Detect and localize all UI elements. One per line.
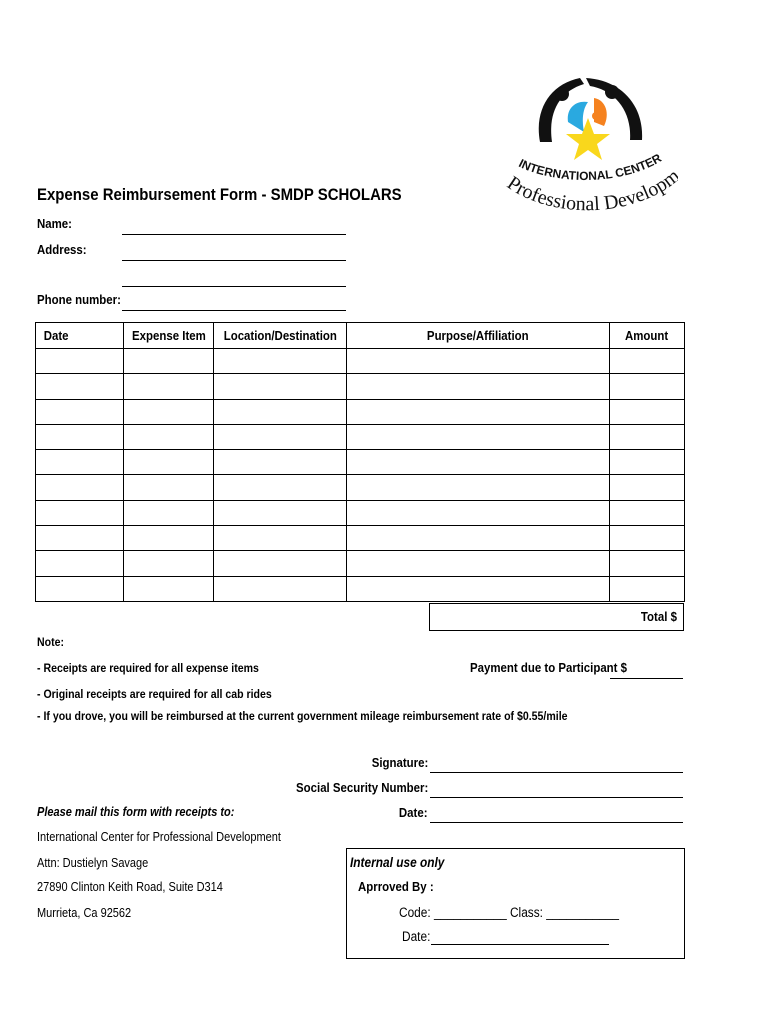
header-purpose: Purpose/Affiliation <box>347 323 610 349</box>
cell-purpose[interactable] <box>347 374 610 399</box>
internal-heading: Internal use only <box>350 855 445 870</box>
cell-location[interactable] <box>214 399 347 424</box>
phone-field[interactable] <box>122 310 346 311</box>
internal-date-label: Date: <box>402 929 431 944</box>
logo-line2: Professional Develop <box>503 172 672 216</box>
payment-label: Payment due to Participant $ <box>470 660 628 675</box>
icpd-logo <box>498 70 678 250</box>
name-field[interactable] <box>122 234 346 235</box>
mail-street: 27890 Clinton Keith Road, Suite D314 <box>37 880 223 894</box>
cell-purpose[interactable] <box>347 500 610 525</box>
cell-expense-item[interactable] <box>124 349 214 374</box>
ssn-label: Social Security Number: <box>295 780 428 795</box>
note-heading: Note: <box>37 635 64 649</box>
header-date: Date <box>36 323 124 349</box>
cell-expense-item[interactable] <box>124 576 214 601</box>
cell-date[interactable] <box>36 450 124 475</box>
total-box[interactable] <box>429 603 684 631</box>
cell-purpose[interactable] <box>347 349 610 374</box>
cell-date[interactable] <box>36 349 124 374</box>
cell-expense-item[interactable] <box>124 399 214 424</box>
cell-date[interactable] <box>36 374 124 399</box>
cell-date[interactable] <box>36 551 124 576</box>
cell-expense-item[interactable] <box>124 475 214 500</box>
address-label: Address: <box>37 242 87 257</box>
table-row <box>36 450 685 475</box>
cell-location[interactable] <box>214 526 347 551</box>
phone-label: Phone number: <box>37 292 121 307</box>
cell-amount[interactable] <box>610 500 685 525</box>
cell-date[interactable] <box>36 399 124 424</box>
code-class-line[interactable]: Code: ___________ Class: ___________ <box>399 905 619 920</box>
cell-amount[interactable] <box>610 475 685 500</box>
sign-date-field[interactable] <box>430 822 683 823</box>
cell-location[interactable] <box>214 500 347 525</box>
cell-purpose[interactable] <box>347 551 610 576</box>
mail-city: Murrieta, Ca 92562 <box>37 906 132 920</box>
approved-label: Aprroved By : <box>358 879 434 894</box>
cell-amount[interactable] <box>610 374 685 399</box>
address-field-line1[interactable] <box>122 260 346 261</box>
cell-location[interactable] <box>214 349 347 374</box>
cell-expense-item[interactable] <box>124 551 214 576</box>
cell-purpose[interactable] <box>347 475 610 500</box>
cell-location[interactable] <box>214 576 347 601</box>
cell-purpose[interactable] <box>347 576 610 601</box>
internal-date-field[interactable] <box>431 944 609 945</box>
note-item-3: - If you drove, you will be reimbursed at the current government mileage reimbursement rate of $0.55/mile <box>37 709 568 723</box>
table-row <box>36 475 685 500</box>
table-header-row <box>36 323 685 349</box>
form-title: Expense Reimbursement Form - SMDP SCHOLARS <box>37 185 402 204</box>
cell-date[interactable] <box>36 526 124 551</box>
signature-label: Signature: <box>371 755 428 770</box>
cell-amount[interactable] <box>610 526 685 551</box>
table-row <box>36 424 685 449</box>
cell-location[interactable] <box>214 374 347 399</box>
cell-expense-item[interactable] <box>124 500 214 525</box>
expense-table <box>35 322 685 602</box>
cell-amount[interactable] <box>610 424 685 449</box>
table-row <box>36 399 685 424</box>
mail-attn: Attn: Dustielyn Savage <box>37 856 149 870</box>
mail-heading: Please mail this form with receipts to: <box>37 805 235 819</box>
note-item-2: - Original receipts are required for all cab rides <box>37 687 272 701</box>
cell-location[interactable] <box>214 551 347 576</box>
table-row <box>36 349 685 374</box>
cell-purpose[interactable] <box>347 399 610 424</box>
cell-date[interactable] <box>36 475 124 500</box>
cell-amount[interactable] <box>610 349 685 374</box>
sign-date-label: Date: <box>399 805 428 820</box>
cell-date[interactable] <box>36 576 124 601</box>
table-row <box>36 551 685 576</box>
table-row <box>36 374 685 399</box>
mail-org: International Center for Professional Development <box>37 830 281 844</box>
logo-line1: INTERNATIONAL CENTER <box>516 150 664 184</box>
cell-expense-item[interactable] <box>124 374 214 399</box>
cell-expense-item[interactable] <box>124 450 214 475</box>
cell-amount[interactable] <box>610 576 685 601</box>
table-row <box>36 576 685 601</box>
header-amount: Amount <box>610 323 685 349</box>
cell-expense-item[interactable] <box>124 526 214 551</box>
cell-location[interactable] <box>214 450 347 475</box>
payment-field[interactable] <box>610 678 683 679</box>
table-row <box>36 500 685 525</box>
internal-use-box <box>346 848 685 959</box>
cell-date[interactable] <box>36 500 124 525</box>
ssn-field[interactable] <box>430 797 683 798</box>
cell-expense-item[interactable] <box>124 424 214 449</box>
cell-purpose[interactable] <box>347 424 610 449</box>
table-row <box>36 526 685 551</box>
name-label: Name: <box>37 216 72 231</box>
note-item-1: - Receipts are required for all expense items <box>37 661 259 675</box>
cell-amount[interactable] <box>610 450 685 475</box>
signature-field[interactable] <box>430 772 683 773</box>
cell-date[interactable] <box>36 424 124 449</box>
cell-purpose[interactable] <box>347 526 610 551</box>
cell-amount[interactable] <box>610 399 685 424</box>
cell-location[interactable] <box>214 475 347 500</box>
total-label: Total $ <box>640 609 677 624</box>
header-expense-item: Expense Item <box>124 323 214 349</box>
header-location: Location/Destination <box>214 323 347 349</box>
cell-location[interactable] <box>214 424 347 449</box>
cell-purpose[interactable] <box>347 450 610 475</box>
cell-amount[interactable] <box>610 551 685 576</box>
address-field-line2[interactable] <box>122 286 346 287</box>
